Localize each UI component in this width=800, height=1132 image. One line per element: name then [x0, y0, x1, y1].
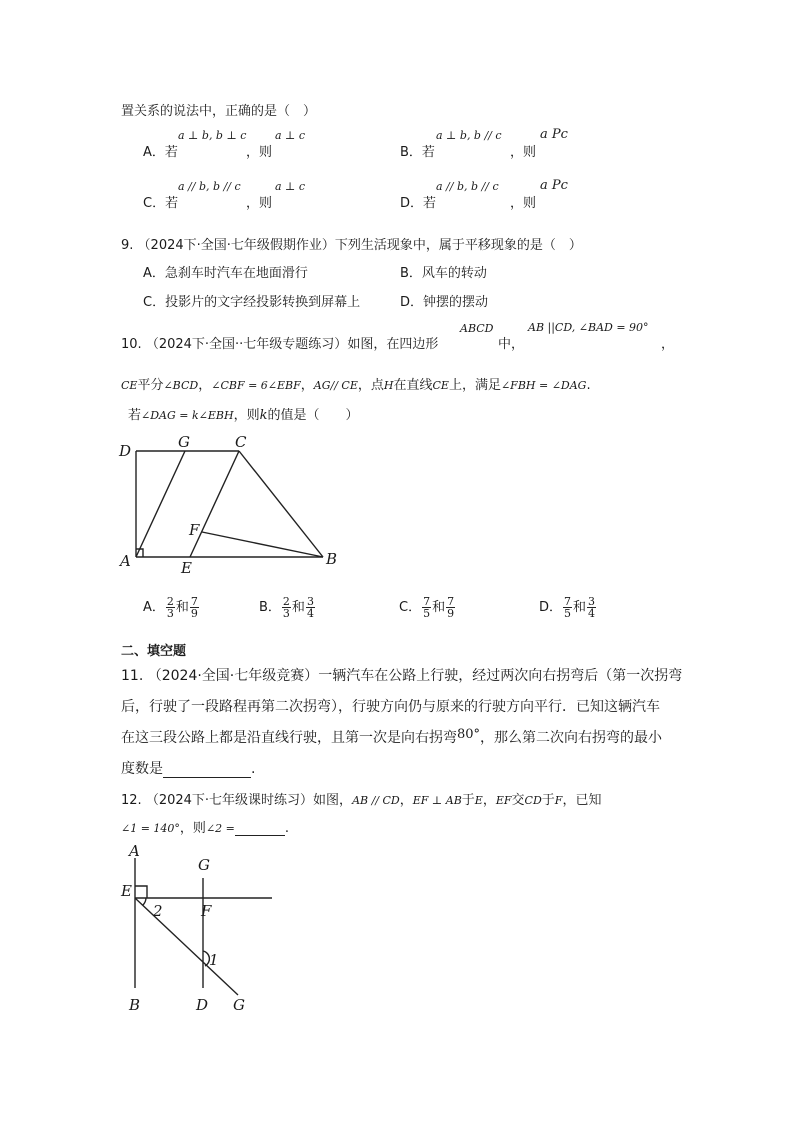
denominator: 3: [166, 607, 174, 620]
q8-option-c-then: ，则: [246, 196, 273, 211]
label-a: A: [120, 552, 131, 570]
q10-angle-bcd: ∠BCD: [163, 379, 199, 392]
q12-ef: EF: [495, 794, 512, 807]
q11-answer-blank[interactable]: [163, 764, 251, 778]
q11-end: .: [251, 761, 256, 777]
q10-condition-1: AB ||CD, ∠BAD = 90°: [528, 321, 649, 334]
q12-cd: CD: [524, 794, 542, 807]
q12-sep-2: ，: [482, 793, 496, 808]
q12-angle-2: ∠2 =: [205, 822, 235, 835]
q8-option-d-label: D．若: [400, 196, 437, 211]
q8-option-d-conclusion: a Pc: [540, 178, 568, 193]
and-text: 和: [291, 600, 305, 615]
line-fb: [202, 532, 323, 557]
q11-line-4: [121, 758, 255, 778]
fraction: [166, 596, 175, 619]
fraction: [306, 596, 315, 619]
q12-stem: 如图，: [313, 793, 353, 808]
q8-option-a-conclusion: a ⊥ c: [275, 129, 306, 142]
q10-option-d[interactable]: [539, 596, 597, 619]
q10-angle-dag: ∠DAG = k∠EBH: [141, 409, 234, 422]
q9-stem: 下列生活现象中，属于平移现象的是（ ）: [334, 238, 582, 253]
q10-if: 若: [128, 408, 142, 423]
q10-option-d-label: D．: [539, 600, 563, 615]
denominator: 9: [190, 607, 198, 620]
q10-ask: 的值是（ ）: [267, 408, 359, 423]
q11-line-1: [121, 665, 682, 685]
q12-line-2: [121, 817, 289, 836]
label-g-bottom: G: [233, 996, 245, 1014]
q9-option-d[interactable]: D．钟摆的摆动: [400, 295, 489, 310]
q10-on-line: 在直线: [393, 378, 433, 393]
q11-line-3: [121, 727, 662, 747]
label-d: D: [196, 996, 209, 1014]
numerator: 7: [423, 595, 431, 608]
and-text: 和: [573, 600, 587, 615]
q12-at: 于: [461, 793, 475, 808]
q10-heading: [121, 333, 438, 352]
q8-option-b-then: ，则: [510, 145, 537, 160]
fraction: [587, 596, 596, 619]
q11-text-4: 度数是: [121, 761, 163, 777]
denominator: 5: [564, 607, 572, 620]
label-a: A: [129, 842, 140, 860]
q10-point: ，点: [357, 378, 384, 393]
line-ce: [190, 451, 239, 557]
label-e: E: [121, 882, 132, 900]
q9-option-a[interactable]: A．急刹车时汽车在地面滑行: [143, 266, 308, 281]
label-g: G: [178, 433, 190, 451]
numerator: 7: [564, 595, 572, 608]
q8-stem: 置关系的说法中，正确的是（ ）: [121, 104, 317, 119]
q10-option-a-label: A．: [143, 600, 165, 615]
label-1: 1: [209, 951, 219, 969]
q8-option-c-label: C．若: [143, 196, 179, 211]
q10-line-3: [128, 404, 359, 423]
q10-sep-1: ，: [198, 378, 212, 393]
q10-option-a[interactable]: [143, 596, 200, 619]
numerator: 3: [588, 595, 596, 608]
q9-number: 9.: [121, 238, 134, 253]
q10-h: H: [383, 379, 394, 392]
and-text: 和: [432, 600, 446, 615]
numerator: 7: [447, 595, 455, 608]
angle-2-arc: [143, 898, 146, 905]
q12-then: ，则: [179, 821, 206, 836]
q12-ef-ab: EF ⊥ AB: [412, 794, 462, 807]
q12-f: F: [554, 794, 563, 807]
q8-option-d-condition: a // b, b // c: [436, 180, 499, 193]
q11-number: 11.: [121, 668, 144, 684]
right-angle-mark: [135, 886, 147, 898]
q11-text-1: 一辆汽车在公路上行驶，经过两次向右拐弯后（第一次拐弯: [318, 668, 683, 684]
q12-e: E: [474, 794, 483, 807]
line-ag: [136, 451, 185, 557]
q10-sep-2: ，: [300, 378, 314, 393]
label-b: B: [129, 996, 141, 1014]
q10-figure: [110, 430, 350, 580]
q8-option-a-label: A．若: [143, 145, 178, 160]
q10-comma: ，: [661, 337, 675, 352]
q10-k: k: [259, 408, 268, 423]
line-cb: [239, 451, 323, 557]
q8-option-b-conclusion: a Pc: [540, 127, 568, 142]
label-e: E: [181, 559, 192, 577]
q12-end: .: [284, 821, 290, 836]
q10-option-c-label: C．: [399, 600, 422, 615]
numerator: 7: [190, 595, 198, 608]
numerator: 2: [282, 595, 290, 608]
label-g-top: G: [198, 856, 210, 874]
denominator: 4: [306, 607, 314, 620]
q9-source: （2024下·全国·七年级假期作业）: [137, 238, 335, 253]
q12-intersect: 交: [511, 793, 525, 808]
q10-stem: 如图，在四边形: [347, 337, 439, 352]
denominator: 5: [423, 607, 431, 620]
label-f: F: [189, 521, 200, 539]
q10-bisects: 平分: [137, 378, 164, 393]
q11-text-3a: 在这三段公路上都是沿直线行驶，且第一次是向右拐弯: [121, 730, 457, 746]
q8-option-d-then: ，则: [510, 196, 537, 211]
q9-heading: [121, 234, 582, 253]
q10-option-b[interactable]: [259, 596, 316, 619]
q10-angle-cbf: ∠CBF = 6∠EBF: [211, 379, 301, 392]
label-c: C: [235, 433, 247, 451]
q12-sep-1: ，: [399, 793, 413, 808]
q10-then: ，则: [233, 408, 260, 423]
and-text: 和: [175, 600, 189, 615]
label-f: F: [201, 902, 212, 920]
q10-shape: ABCD: [460, 322, 494, 335]
q10-angle-fbh: ∠FBH = ∠DAG: [500, 379, 587, 392]
q8-option-c-conclusion: a ⊥ c: [275, 180, 306, 193]
q12-figure: [115, 838, 285, 1018]
q10-period: .: [586, 378, 591, 393]
fraction: [190, 596, 199, 619]
fraction: [282, 596, 291, 619]
q10-ce: CE: [121, 379, 138, 392]
q8-option-a-condition: a ⊥ b, b ⊥ c: [178, 129, 247, 142]
q10-option-c[interactable]: [399, 596, 456, 619]
label-b: B: [326, 550, 338, 568]
q8-option-a-then: ，则: [246, 145, 273, 160]
label-2: 2: [153, 902, 163, 920]
denominator: 4: [588, 607, 596, 620]
denominator: 9: [447, 607, 455, 620]
line-eg: [135, 898, 238, 995]
q12-number: 12.: [121, 793, 142, 808]
q12-known: ，已知: [562, 793, 602, 808]
q8-option-c-condition: a // b, b // c: [178, 180, 241, 193]
q12-angle-1: ∠1 = 140°: [121, 822, 180, 835]
q11-angle: 80°: [457, 727, 481, 742]
q9-option-c[interactable]: C．投影片的文字经投影转换到屏幕上: [143, 295, 361, 310]
q12-line-1: [121, 789, 601, 808]
q10-number: 10.: [121, 337, 142, 352]
numerator: 3: [306, 595, 314, 608]
q12-at-2: 于: [541, 793, 555, 808]
q10-source: （2024下·全国··七年级专题练习）: [145, 337, 348, 352]
section-title: 二、填空题: [121, 644, 187, 659]
q12-ab-cd: AB // CD: [352, 794, 400, 807]
q8-option-b-label: B．若: [400, 145, 435, 160]
denominator: 3: [282, 607, 290, 620]
q8-option-b-condition: a ⊥ b, b // c: [436, 129, 502, 142]
q12-source: （2024下·七年级课时练习）: [145, 793, 314, 808]
q11-line-2: 后，行驶了一段路程再第二次拐弯），行驶方向仍与原来的行驶方向平行．已知这辆汽车: [121, 699, 660, 715]
q10-stem-b: 中，: [498, 337, 525, 352]
q10-line-2: [121, 374, 591, 393]
q10-satisfy: 上，满足: [448, 378, 501, 393]
q10-ce-2: CE: [432, 379, 449, 392]
fraction: [446, 596, 455, 619]
q11-text-3b: ，那么第二次向右拐弯的最小: [480, 730, 663, 746]
label-d: D: [119, 442, 132, 460]
q10-option-b-label: B．: [259, 600, 281, 615]
fraction: [422, 596, 431, 619]
numerator: 2: [166, 595, 174, 608]
q11-source: （2024·全国·七年级竞赛）: [147, 668, 319, 684]
q9-option-b[interactable]: B．风车的转动: [400, 266, 487, 281]
fraction: [563, 596, 572, 619]
q12-answer-blank[interactable]: [235, 822, 285, 836]
q10-ag-parallel: AG// CE: [313, 379, 358, 392]
